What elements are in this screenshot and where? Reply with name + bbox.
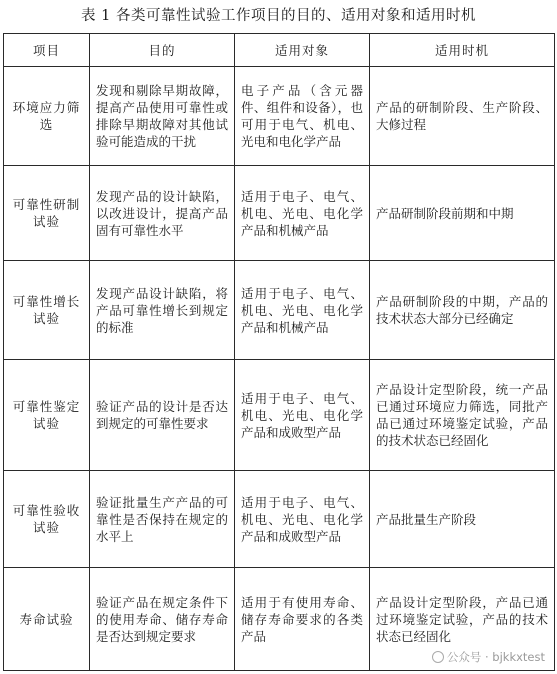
watermark-text: 公众号 · bjkkxtest bbox=[446, 650, 545, 664]
cell-objects: 适用于电子、电气、机电、光电、电化学产品和成败型产品 bbox=[235, 360, 370, 471]
cell-item: 可靠性研制试验 bbox=[4, 166, 90, 261]
header-purpose: 目的 bbox=[90, 34, 235, 67]
cell-purpose: 发现和剔除早期故障，提高产品使用可靠性或排除早期故障对其他试验可能造成的干扰 bbox=[90, 67, 235, 166]
cell-objects: 适用于电子、电气、机电、光电、电化学产品和成败型产品 bbox=[235, 471, 370, 568]
reliability-test-table bbox=[3, 33, 555, 671]
table-caption: 表 1 各类可靠性试验工作项目的目的、适用对象和适用时机 bbox=[81, 8, 476, 24]
cell-objects: 适用于电子、电气、机电、光电、电化学产品和机械产品 bbox=[235, 261, 370, 360]
table-row bbox=[4, 166, 555, 261]
table-row bbox=[4, 67, 555, 166]
cell-purpose: 验证批量生产产品的可靠性是否保持在规定的水平上 bbox=[90, 471, 235, 568]
cell-purpose: 验证产品的设计是否达到规定的可靠性要求 bbox=[90, 360, 235, 471]
cell-objects: 适用于有使用寿命、储存寿命要求的各类产品 bbox=[235, 568, 370, 671]
header-objects: 适用对象 bbox=[235, 34, 370, 67]
cell-item: 可靠性验收试验 bbox=[4, 471, 90, 568]
cell-objects: 适用于电子、电气、机电、光电、电化学产品和机械产品 bbox=[235, 166, 370, 261]
watermark bbox=[432, 649, 545, 665]
wechat-icon bbox=[432, 651, 444, 663]
cell-timing: 产品批量生产阶段 bbox=[370, 471, 555, 568]
table-header-row bbox=[4, 34, 555, 67]
cell-timing: 产品的研制阶段、生产阶段、大修过程 bbox=[370, 67, 555, 166]
cell-timing: 产品设计定型阶段，产品已通过环境鉴定试验，产品的技术状态已经固化 bbox=[370, 568, 555, 671]
table-row bbox=[4, 261, 555, 360]
cell-timing: 产品设计定型阶段，统一产品已通过环境应力筛选，同批产品已通过环境鉴定试验，产品的技术状态已经固化 bbox=[370, 360, 555, 471]
cell-objects: 电子产品（含元器件、组件和设备），也可用于电气、机电、光电和电化学产品 bbox=[235, 67, 370, 166]
cell-timing: 产品研制阶段前期和中期 bbox=[370, 166, 555, 261]
header-timing: 适用时机 bbox=[370, 34, 555, 67]
cell-item: 可靠性增长试验 bbox=[4, 261, 90, 360]
cell-purpose: 发现产品的设计缺陷，以改进设计，提高产品固有可靠性水平 bbox=[90, 166, 235, 261]
header-item: 项目 bbox=[4, 34, 90, 67]
table-row bbox=[4, 360, 555, 471]
cell-item: 可靠性鉴定试验 bbox=[4, 360, 90, 471]
cell-item: 环境应力筛选 bbox=[4, 67, 90, 166]
cell-timing: 产品研制阶段的中期，产品的技术状态大部分已经确定 bbox=[370, 261, 555, 360]
cell-purpose: 验证产品在规定条件下的使用寿命、储存寿命是否达到规定要求 bbox=[90, 568, 235, 671]
table-row bbox=[4, 471, 555, 568]
cell-purpose: 发现产品设计缺陷，将产品可靠性增长到规定的标准 bbox=[90, 261, 235, 360]
cell-item: 寿命试验 bbox=[4, 568, 90, 671]
